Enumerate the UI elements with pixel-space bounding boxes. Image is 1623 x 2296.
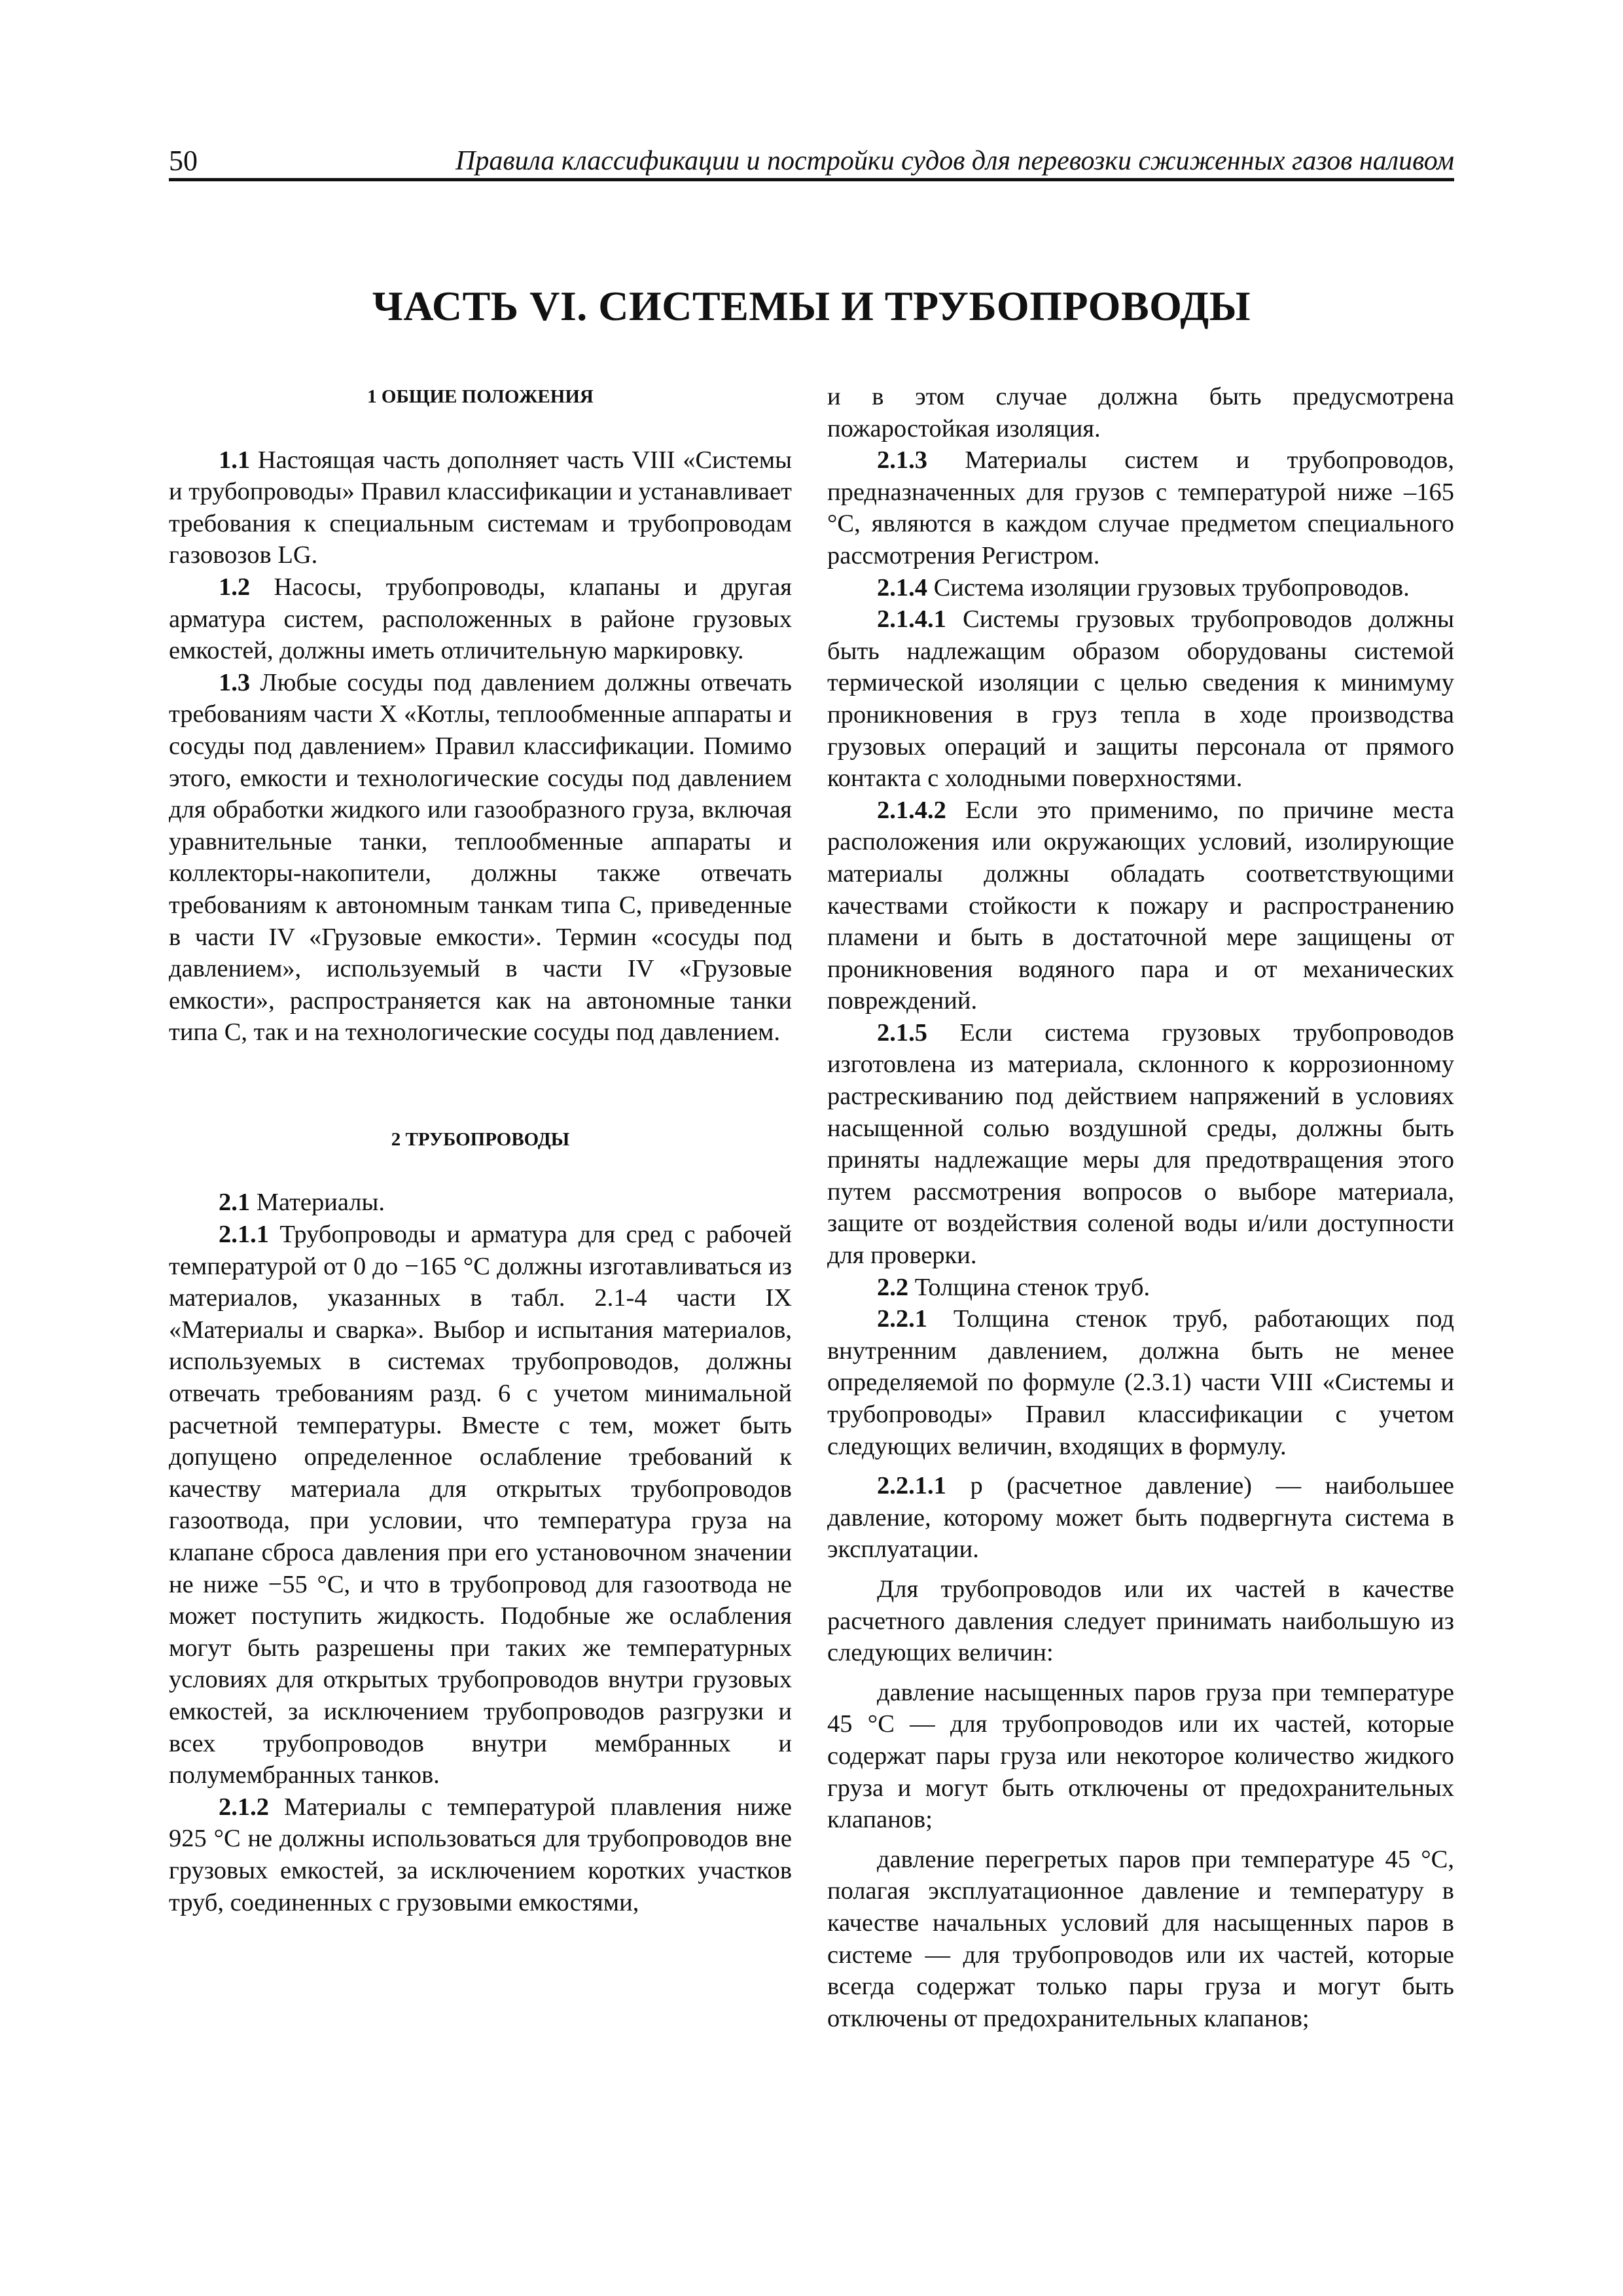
paragraph-text: Настоящая часть дополняет часть VIII «Системы и трубопроводы» Правил классификации и устанавливает требования к специальным системам и трубопроводам газовозов LG. <box>169 446 792 569</box>
paragraph-2-2-1 <box>827 1303 1454 1462</box>
left-column <box>169 381 792 1918</box>
paragraph-text: Система изоляции грузовых трубопроводов. <box>927 573 1410 601</box>
paragraph-text: Системы грузовых трубопроводов должны быть надлежащим образом оборудованы системой термической изоляции с целью сведения к минимуму проникновения в груз тепла в ходе производства грузовых операций и защиты персонала от прямого контакта с холодными поверхностями. <box>827 605 1454 793</box>
page-header <box>169 143 1454 182</box>
clause-number: 1.1 <box>219 446 251 474</box>
paragraph-2-1-4-1 <box>827 603 1454 795</box>
paragraph-2-1-5 <box>827 1017 1454 1272</box>
paragraph-text: Если это применимо, по причине места расположения или окружающих условий, изолирующие материалы должны обладать соответствующими качествами стойкости к пожару и распространению пламени и быть в достаточной мере защищены от проникновения водяного пара и от механических повреждений. <box>827 796 1454 1015</box>
clause-number: 2.1.4 <box>877 573 927 601</box>
part-title: ЧАСТЬ VI. СИСТЕМЫ И ТРУБОПРОВОДЫ <box>372 283 1251 329</box>
paragraph-2-1-3 <box>827 444 1454 571</box>
clause-number: 2.1 <box>219 1189 251 1217</box>
section-heading-2: 2 ТРУБОПРОВОДЫ <box>391 1128 570 1150</box>
paragraph-text: p (расчетное давление) — наибольшее давление, которому может быть подвергнута система в эксплуатации. <box>827 1472 1454 1564</box>
clause-number: 2.2.1.1 <box>877 1472 946 1500</box>
paragraph-text: Любые сосуды под давлением должны отвечать требованиям части X «Котлы, теплообменные аппараты и сосуды под давлением» Правил классификации. Помимо этого, емкости и технологические сосуды под давлением для обработки жидкого или газообразного груза, включая уравнительные танки, теплообменные аппараты и коллекторы-накопители, должны также отвечать требованиям к автономным танкам типа C, приведенные в части IV «Грузовые емкости». Термин «сосуды под давлением», используемый в части IV «Грузовые емкости», распространяется как на автономные танки типа C, так и на технологические сосуды под давлением. <box>169 668 792 1047</box>
paragraph-2-1-4-2 <box>827 795 1454 1017</box>
paragraph-text: Толщина стенок труб, работающих под внутренним давлением, должна быть не менее определяемой по формуле (2.3.1) части VIII «Системы и трубопроводы» Правил классификации с учетом следующих величин, входящих в формулу. <box>827 1305 1454 1460</box>
paragraph-2-2-1-1 <box>827 1470 1454 1566</box>
clause-number: 2.2 <box>877 1273 909 1301</box>
clause-number: 2.1.2 <box>219 1793 269 1821</box>
paragraph-2-1-4 <box>827 572 1454 604</box>
header-rule <box>169 178 1454 181</box>
clause-number: 2.1.5 <box>877 1018 927 1047</box>
paragraph-text: Материалы. <box>250 1189 385 1217</box>
paragraph-2-1 <box>169 1187 792 1219</box>
section-heading-1: 1 ОБЩИЕ ПОЛОЖЕНИЯ <box>367 386 594 407</box>
clause-number: 1.3 <box>219 668 251 696</box>
paragraph-text: Трубопроводы и арматура для сред с рабочей температурой от 0 до −165 °C должны изготавливаться из материалов, указанных в табл. 2.1-4 части IX «Материалы и сварка». Выбор и испытания материалов, используемых в системах трубопроводов, должны отвечать требованиям разд. 6 с учетом минимальной расчетной температуры. Вместе с тем, может быть допущено определенное ослабление требований к качеству материала для открытых трубопроводов газоотвода, при условии, что температура груза на клапане сброса давления при его установочном значении не ниже −55 °C, и что в трубопровод для газоотвода не может поступить жидкость. Подобные же ослабления могут быть разрешены при таких же температурных условиях для открытых трубопроводов внутри грузовых емкостей, за исключением трубопроводов разгрузки и всех трубопроводов внутри мембранных и полумембранных танков. <box>169 1221 792 1789</box>
clause-number: 2.2.1 <box>877 1305 927 1333</box>
clause-number: 2.1.4.2 <box>877 796 946 824</box>
paragraph-1-1 <box>169 444 792 571</box>
running-title: Правила классификации и постройки судов для перевозки сжиженных газов наливом <box>455 146 1454 176</box>
paragraph-design-pressure: Для трубопроводов или их частей в качестве расчетного давления следует принимать наибольшую из следующих величин: <box>827 1575 1454 1667</box>
clause-number: 2.1.3 <box>877 446 927 475</box>
paragraph-text: Насосы, трубопроводы, клапаны и другая арматура систем, расположенных в районе грузовых емкостей, должны иметь отличительную маркировку. <box>169 573 792 665</box>
clause-number: 2.1.1 <box>219 1221 269 1249</box>
clause-number: 2.1.4.1 <box>877 605 946 634</box>
paragraph-1-3 <box>169 667 792 1049</box>
page-number: 50 <box>169 145 198 177</box>
clause-number: 1.2 <box>219 573 251 601</box>
paragraph-superheated-vapour: давление перегретых паров при температуре 45 °C, полагая эксплуатационное давление и температуру в качестве начальных условий для насыщенных паров в системе — для трубопроводов или их частей, которые всегда содержат только пары груза и могут быть отключены от предохранительных клапанов; <box>827 1845 1454 2032</box>
paragraph-continuation: и в этом случае должна быть предусмотрена пожаростойкая изоляция. <box>827 383 1454 442</box>
paragraph-text: Материалы систем и трубопроводов, предназначенных для грузов с температурой ниже –165 °C, являются в каждом случае предметом специального рассмотрения Регистром. <box>827 446 1454 569</box>
paragraph-1-2 <box>169 571 792 667</box>
paragraph-text: Если система грузовых трубопроводов изготовлена из материала, склонного к коррозионному растрескиванию под действием напряжений в условиях насыщенной солью воздушной среды, должны быть приняты надлежащие меры для предотвращения этого путем рассмотрения вопросов о выборе материала, защите от воздействия соленой воды и/или доступности для проверки. <box>827 1018 1454 1270</box>
paragraph-2-1-2 <box>169 1791 792 1918</box>
paragraph-text: Материалы с температурой плавления ниже 925 °C не должны использоваться для трубопроводов вне грузовых емкостей, за исключением коротких участков труб, соединенных с грузовыми емкостями, <box>169 1793 792 1916</box>
paragraph-saturated-vapour: давление насыщенных паров груза при температуре 45 °C — для трубопроводов или их частей, которые содержат пары груза или некоторое количество жидкого груза и могут быть отключены от предохранительных клапанов; <box>827 1678 1454 1834</box>
right-column <box>827 381 1454 2034</box>
paragraph-text: Толщина стенок труб. <box>908 1273 1150 1301</box>
paragraph-2-1-1 <box>169 1219 792 1791</box>
paragraph-2-2 <box>827 1272 1454 1304</box>
